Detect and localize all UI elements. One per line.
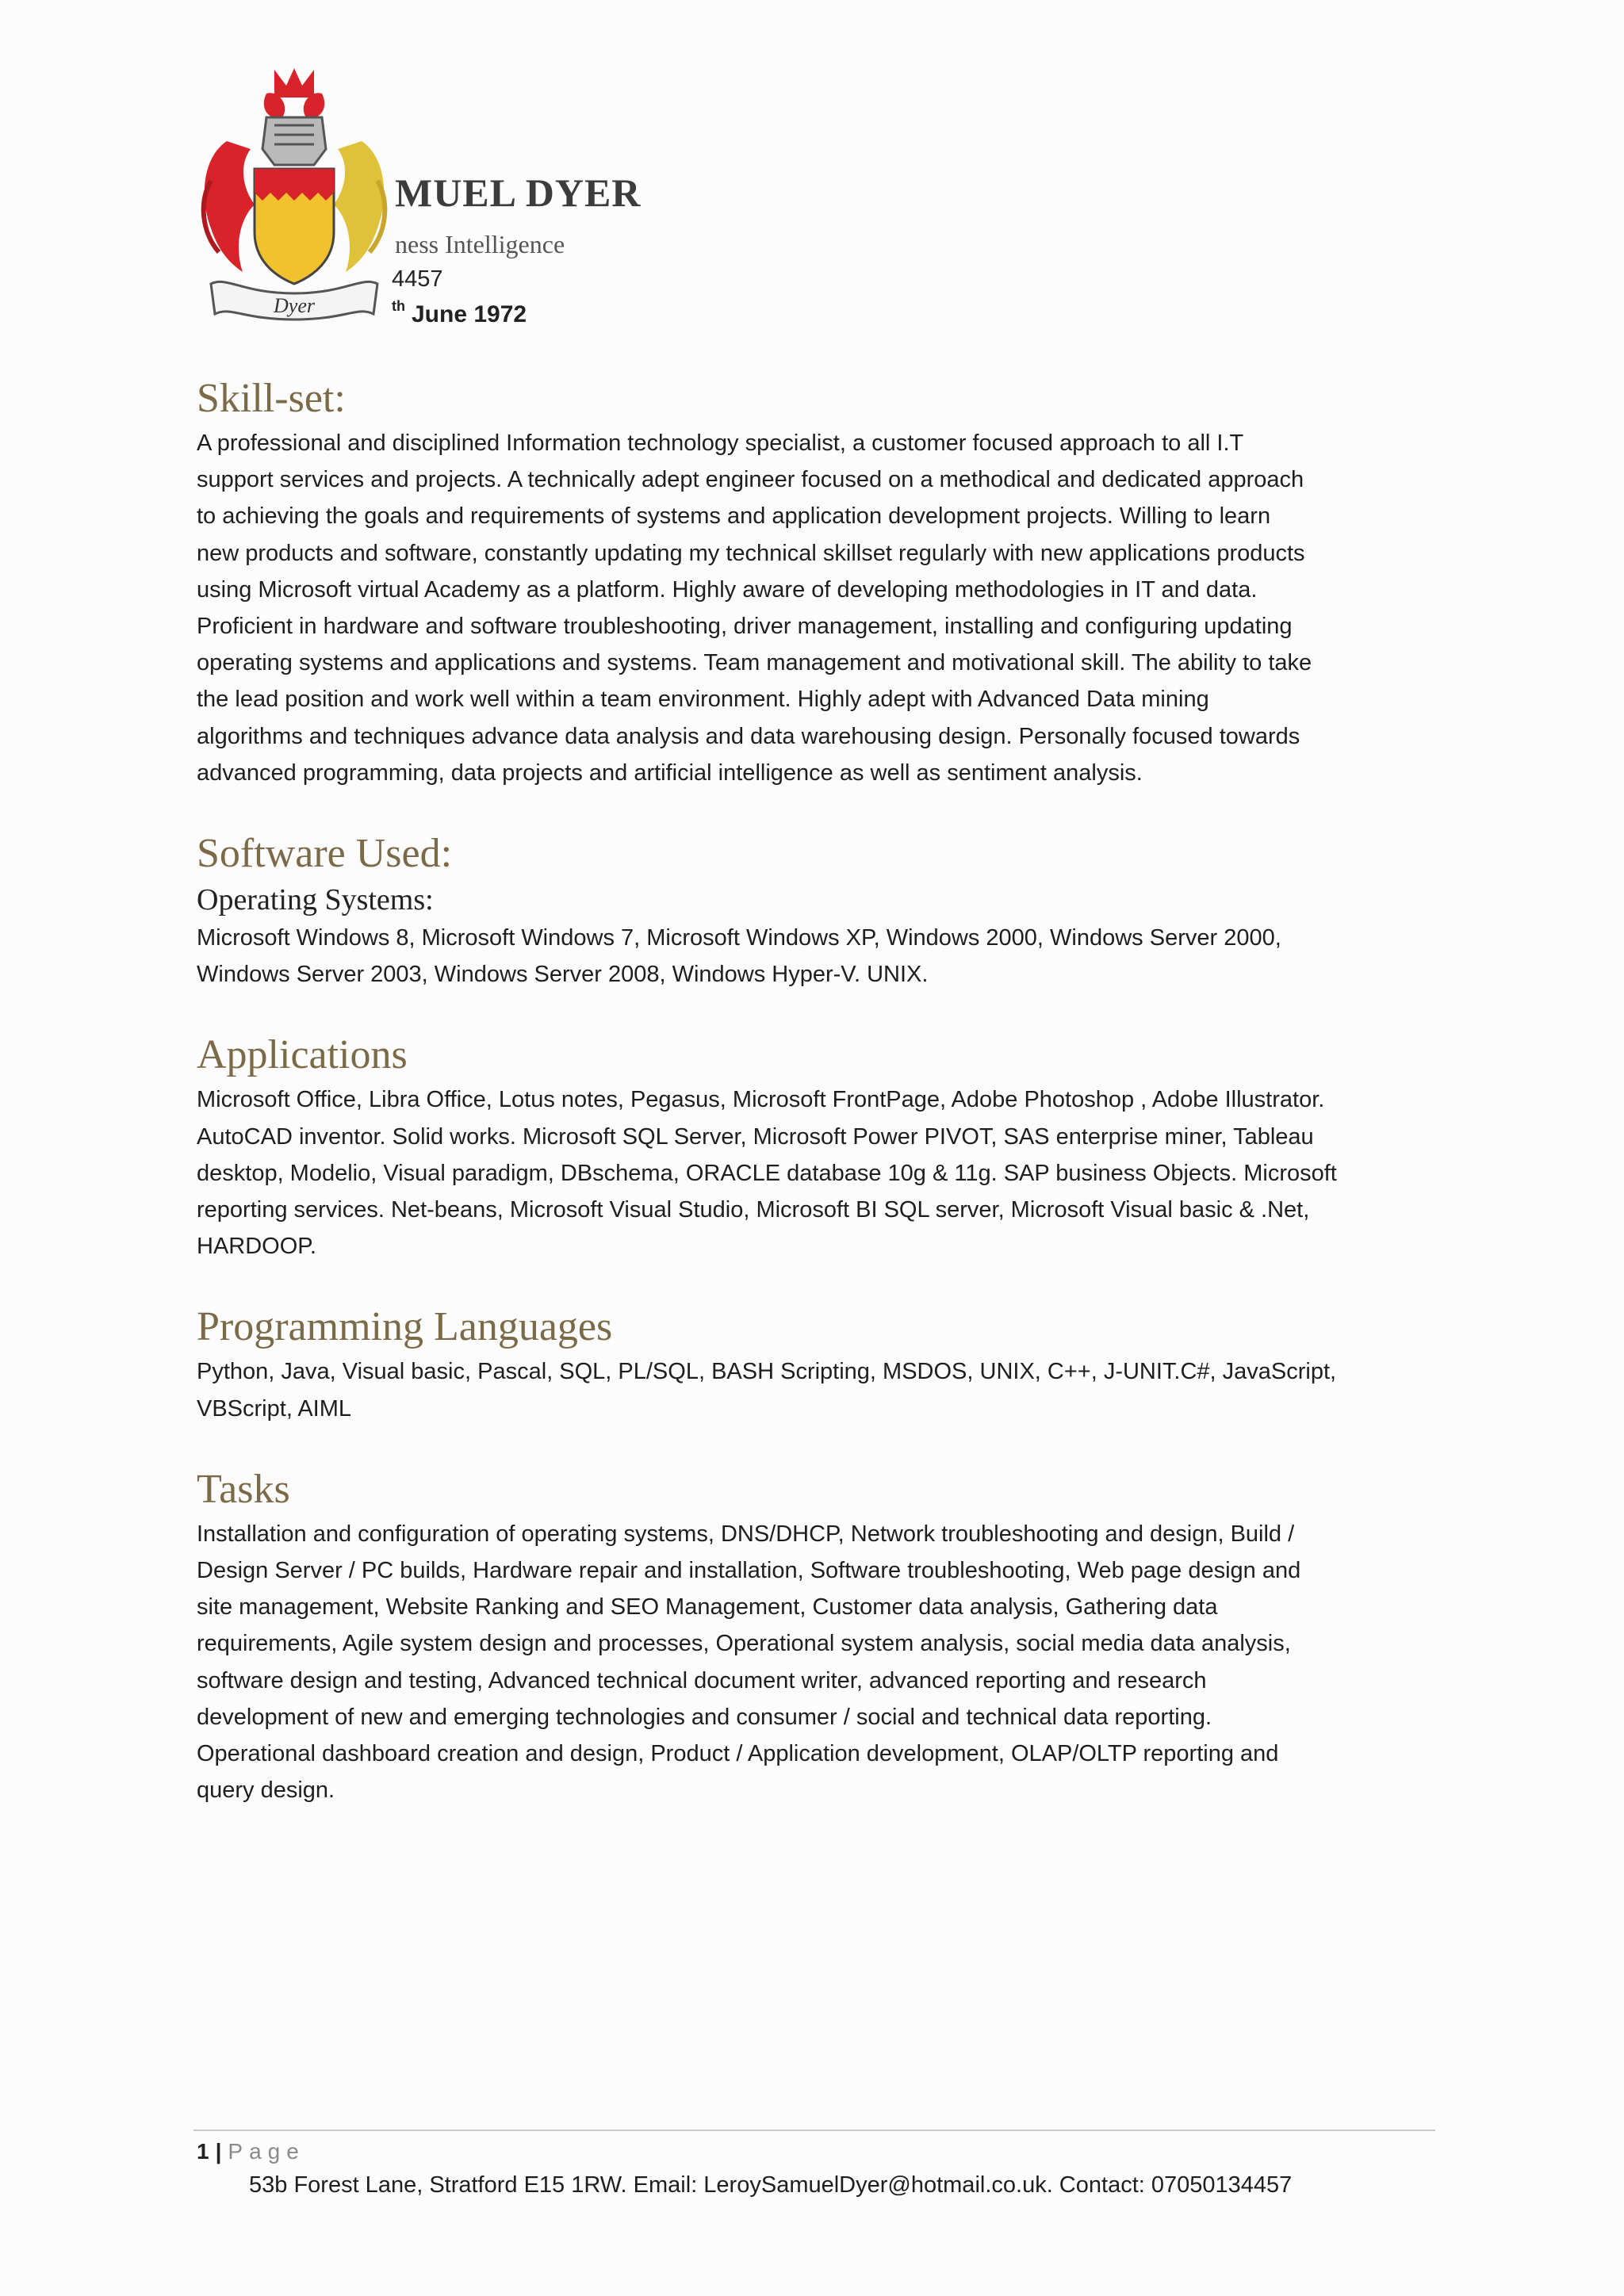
text-line: desktop, Modelio, Visual paradigm, DBschema, ORACLE database 10g & 11g. SAP business Objects. Microsoft	[197, 1160, 1337, 1186]
dob-suffix: th	[392, 298, 405, 314]
page-indicator	[197, 2139, 305, 2164]
text-line: the lead position and work well within a team environment. Highly adept with Advanced Data mining	[197, 687, 1209, 713]
tasks-section	[197, 1464, 1434, 1809]
page-word: Page	[228, 2139, 305, 2164]
date-of-birth	[392, 298, 527, 328]
resume-body	[197, 373, 1434, 1845]
programming-section	[197, 1301, 1434, 1426]
section-title-skillset: Skill-set:	[197, 376, 346, 421]
applications-section	[197, 1029, 1434, 1265]
text-line: VBScript, AIML	[197, 1395, 352, 1422]
footer-divider	[193, 2130, 1435, 2131]
text-line: operating systems and applications and systems. Team management and motivational skill. The ability to take	[197, 650, 1312, 676]
family-crest-logo	[195, 62, 393, 323]
crest-motto: Dyer	[274, 294, 315, 317]
text-line: A professional and disciplined Information technology specialist, a customer focused approach to all I.T	[197, 430, 1244, 456]
text-line: requirements, Agile system design and processes, Operational system analysis, social media data analysis,	[197, 1631, 1291, 1657]
text-line: Operational dashboard creation and design, Product / Application development, OLAP/OLTP reporting and	[197, 1741, 1279, 1767]
text-line: support services and projects. A technically adept engineer focused on a methodical and dedicated approach	[197, 467, 1304, 493]
text-line: development of new and emerging technologies and consumer / social and technical data reporting.	[197, 1704, 1212, 1730]
skillset-section	[197, 373, 1434, 791]
text-line: reporting services. Net-beans, Microsoft Visual Studio, Microsoft BI SQL server, Microsoft Visual basic & .Net,	[197, 1197, 1310, 1223]
candidate-name: MUEL DYER	[395, 170, 642, 215]
footer-contact-address: 53b Forest Lane, Stratford E15 1RW. Email: LeroySamuelDyer@hotmail.co.uk. Contact: 07050134457	[249, 2172, 1293, 2198]
text-line: to achieving the goals and requirements of systems and application development projects. Willing to learn	[197, 503, 1271, 530]
candidate-role: ness Intelligence	[395, 230, 565, 258]
text-line: Design Server / PC builds, Hardware repair and installation, Software troubleshooting, Web page design and	[197, 1558, 1301, 1584]
text-line: Microsoft Windows 8, Microsoft Windows 7, Microsoft Windows XP, Windows 2000, Windows Server 2000,	[197, 925, 1281, 951]
section-title-tasks: Tasks	[197, 1466, 290, 1512]
text-line: software design and testing, Advanced technical document writer, advanced reporting and research	[197, 1667, 1207, 1693]
text-line: advanced programming, data projects and artificial intelligence as well as sentiment analysis.	[197, 760, 1143, 786]
text-line: new products and software, constantly updating my technical skillset regularly with new applications products	[197, 540, 1305, 566]
text-line: Microsoft Office, Libra Office, Lotus notes, Pegasus, Microsoft FrontPage, Adobe Photoshop , Adobe Illustrator.	[197, 1087, 1325, 1113]
skillset-paragraph	[197, 425, 1434, 791]
phone-fragment: 4457	[392, 266, 443, 292]
dob-text: June 1972	[412, 301, 527, 327]
page-separator: |	[215, 2139, 222, 2164]
text-line: Installation and configuration of operating systems, DNS/DHCP, Network troubleshooting and design, Build /	[197, 1521, 1295, 1547]
section-title-programming: Programming Languages	[197, 1304, 613, 1350]
text-line: AutoCAD inventor. Solid works. Microsoft SQL Server, Microsoft Power PIVOT, SAS enterprise miner, Tableau	[197, 1123, 1314, 1150]
text-line: Python, Java, Visual basic, Pascal, SQL, PL/SQL, BASH Scripting, MSDOS, UNIX, C++, J-UNIT.C#, JavaScript,	[197, 1359, 1337, 1385]
section-title-applications: Applications	[197, 1032, 408, 1078]
text-line: site management, Website Ranking and SEO Management, Customer data analysis, Gathering data	[197, 1594, 1218, 1621]
software-section	[197, 828, 1434, 993]
subheading-operating-systems: Operating Systems:	[197, 883, 434, 917]
text-line: using Microsoft virtual Academy as a platform. Highly aware of developing methodologies in IT and data.	[197, 576, 1258, 603]
text-line: Windows Server 2003, Windows Server 2008, Windows Hyper-V. UNIX.	[197, 962, 929, 988]
text-line: HARDOOP.	[197, 1234, 316, 1260]
section-title-software: Software Used:	[197, 831, 453, 877]
text-line: Proficient in hardware and software troubleshooting, driver management, installing and configuring updating	[197, 614, 1293, 640]
text-line: algorithms and techniques advance data analysis and data warehousing design. Personally focused towards	[197, 723, 1300, 749]
text-line: query design.	[197, 1777, 335, 1804]
page-number: 1	[197, 2139, 209, 2164]
